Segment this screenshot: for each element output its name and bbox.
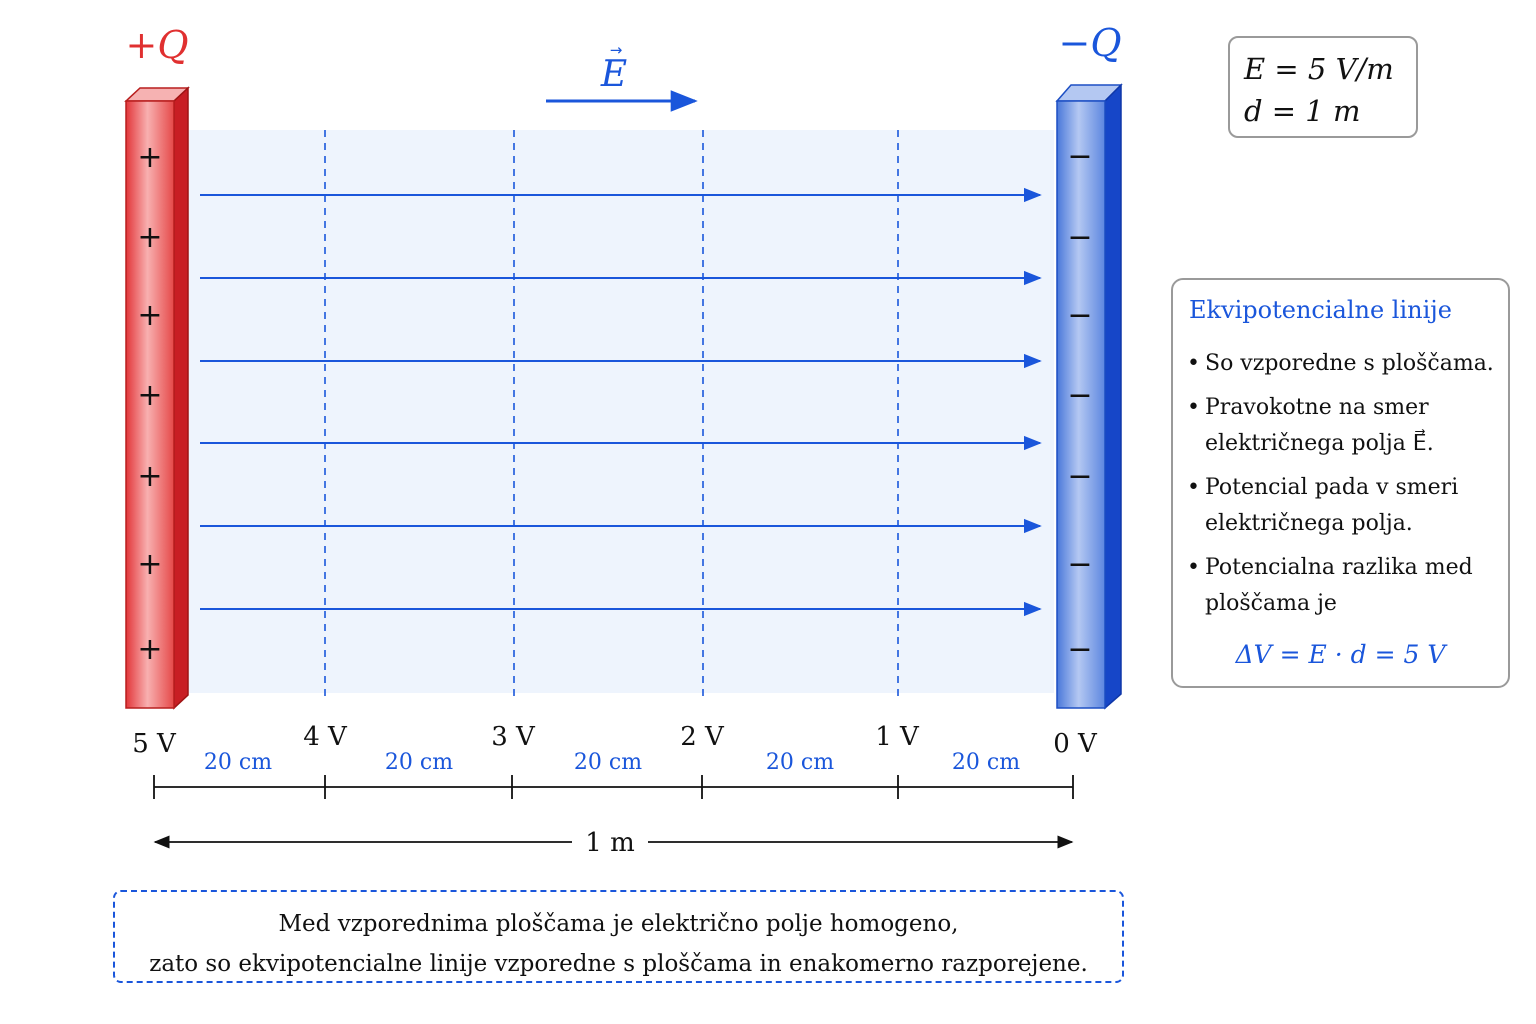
info-bullet: • So vzporedne s ploščama. [1187,346,1507,382]
info-bullet: • Pravokotne na smer električnega polja E⃗. [1187,390,1507,462]
summary-line-1: Med vzporednima ploščama je električno polje homogeno, [278,911,959,937]
segment-label: 20 cm [765,750,835,775]
plus-sign: + [137,378,163,413]
plus-sign: + [137,298,163,333]
segment-label: 20 cm [203,750,273,775]
minus-sign: − [1067,220,1093,255]
field-vector-mark: → [609,41,623,59]
voltage-label: 2 V [680,722,724,752]
plus-sign: + [137,459,163,494]
info-bullet: • Potencialna razlika med ploščama je [1187,550,1507,622]
given-distance: d = 1 m [1244,94,1361,128]
positive-plate [126,88,188,708]
segment-label: 20 cm [573,750,643,775]
summary-note [113,890,1124,983]
voltage-label: 0 V [1053,729,1097,759]
field-label: E [600,54,628,95]
minus-sign: − [1067,378,1093,413]
plus-sign: + [137,632,163,667]
plus-sign: + [137,220,163,255]
info-title: Ekvipotencialne linije [1189,296,1452,324]
minus-sign: − [1067,298,1093,333]
dimension-ruler [154,775,1073,799]
negative-charge-label: −Q [1058,21,1122,65]
equipotential-info-box [1171,278,1510,688]
plus-sign: + [137,547,163,582]
segment-label: 20 cm [951,750,1021,775]
voltage-label: 3 V [491,722,535,752]
voltage-label: 5 V [132,729,176,759]
segment-label: 20 cm [384,750,454,775]
plus-sign: + [137,140,163,175]
minus-sign: − [1067,139,1093,174]
voltage-label: 4 V [303,722,347,752]
info-list [1187,346,1507,630]
minus-sign: − [1067,547,1093,582]
potential-difference-formula: ΔV = E · d = 5 V [1235,640,1446,669]
summary-line-2: zato so ekvipotencialne linije vzporedne s ploščama in enakomerno razporejene. [149,951,1088,977]
total-distance-label: 1 m [585,828,635,858]
minus-sign: − [1067,632,1093,667]
given-values-box [1228,36,1418,138]
info-bullet: • Potencial pada v smeri električnega polja. [1187,470,1507,542]
negative-plate [1057,85,1121,708]
positive-charge-label: +Q [125,23,189,67]
given-field-strength: E = 5 V/m [1244,52,1394,86]
voltage-label: 1 V [875,722,919,752]
minus-sign: − [1067,459,1093,494]
